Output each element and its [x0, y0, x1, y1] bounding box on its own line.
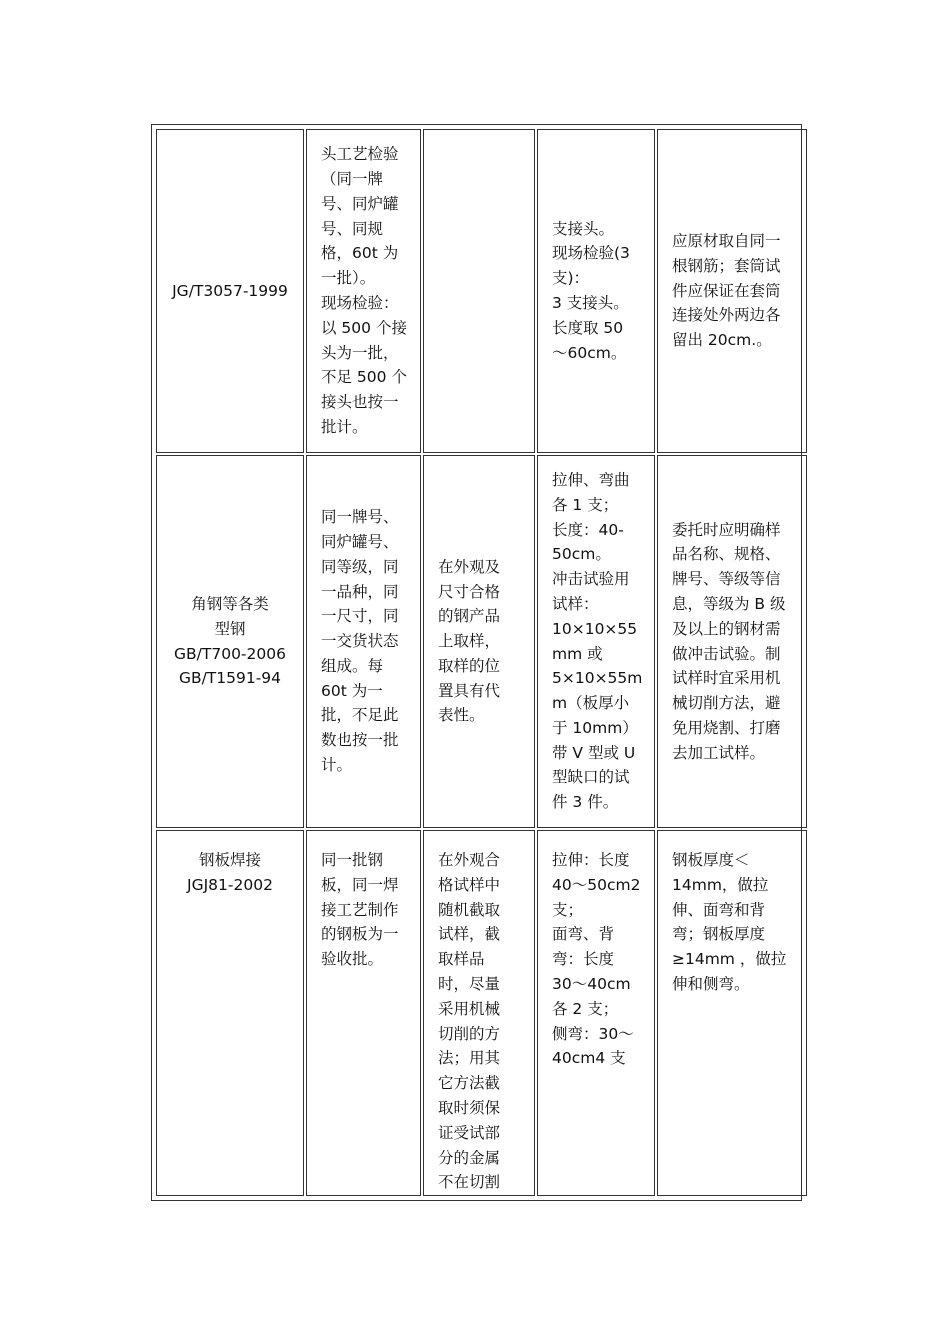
cell-text-line: mm 或 — [552, 644, 603, 663]
cell-text-line: 分的金属 — [438, 1148, 501, 1167]
cell-text-line: 钢板厚度＜ — [672, 851, 750, 869]
cell-text-line: 取样的位 — [438, 656, 501, 675]
cell-text-line: 连接处外两边各 — [672, 306, 781, 325]
cell-text-line: 品名称、规格、 — [672, 545, 781, 564]
cell-text-line: 带 V 型或 U — [552, 743, 636, 762]
cell-text-line: 采用机械 — [438, 999, 501, 1018]
cell-text-line: 弯；钢板厚度 — [672, 925, 766, 944]
cell-text-line: 不在切割 — [438, 1173, 501, 1192]
cell-text-line: m（板厚小 — [552, 694, 630, 713]
cell-text-line: JGJ81-2002 — [187, 875, 273, 894]
batch-rule-cell — [306, 129, 421, 453]
cell-text-line: 表性。 — [438, 706, 485, 725]
cell-text-line: 各 1 支； — [552, 495, 619, 514]
cell-text-line: 格，60t 为 — [321, 244, 399, 263]
remarks-cell — [657, 455, 807, 828]
cell-text-line: 证受试部 — [438, 1123, 501, 1142]
inspection-table — [151, 124, 802, 1201]
cell-text-line: 同一批钢 — [321, 851, 384, 869]
cell-text-line: 型缺口的试 — [552, 768, 630, 787]
cell-text-line: 切削的方 — [438, 1024, 501, 1043]
cell-text-line: ～60cm。 — [552, 343, 627, 362]
cell-text-line: GB/T1591-94 — [178, 669, 282, 688]
cell-text-line: 头为一批， — [321, 343, 399, 362]
cell-text-line: 及以上的钢材需 — [672, 619, 781, 638]
cell-text-line: 一批）。 — [321, 269, 376, 288]
cell-text-line: 以 500 个接 — [321, 318, 407, 337]
cell-text-line: 一尺寸，同 — [321, 607, 399, 626]
cell-text-line: 免用烧割、打磨 — [672, 718, 781, 737]
cell-text-line: 批，不足此 — [321, 706, 399, 725]
cell-text-line: 5×10×55m — [552, 669, 643, 688]
cell-text-line: （同一牌 — [321, 170, 384, 189]
cell-text-line: 面弯、背 — [552, 925, 615, 944]
cell-text-line: 数也按一批 — [321, 731, 399, 750]
cell-text-line: 不足 500 个 — [321, 368, 407, 387]
cell-text-line: 60t 为一 — [321, 681, 383, 700]
cell-text-line: 伸、面弯和背 — [672, 900, 766, 919]
cell-text-line: 在外观及 — [438, 557, 501, 576]
cell-text-line: 同等级，同 — [321, 557, 399, 576]
cell-text-line: 3 支接头。 — [552, 294, 629, 312]
cell-text-line: 取时须保 — [438, 1098, 501, 1117]
table-row — [156, 129, 807, 453]
cell-text-line: 法；用其 — [438, 1049, 501, 1068]
remarks-cell — [657, 830, 807, 1196]
cell-text-line: 试样时宜采用机 — [672, 669, 781, 688]
cell-text-line: 组成。每 — [321, 656, 384, 675]
standard-cell — [156, 455, 304, 828]
remarks-cell — [657, 129, 807, 453]
sampling-method-cell — [423, 455, 535, 828]
cell-text-line: 钢板焊接 — [198, 851, 261, 869]
cell-text-line: 板，同一焊 — [321, 875, 399, 894]
cell-text-line: 根钢筋；套筒试 — [672, 256, 781, 275]
cell-text-line: 同一牌号、 — [321, 508, 399, 527]
cell-text-line: 支)： — [552, 269, 590, 288]
cell-text-line: 上取样， — [438, 632, 501, 651]
cell-text-line: 侧弯：30～ — [552, 1024, 634, 1043]
cell-text-line: 一交货状态 — [321, 632, 399, 651]
cell-text-line: 时，尽量 — [438, 974, 501, 993]
cell-text-line: 留出 20cm.。 — [672, 331, 772, 350]
cell-text-line: 置具有代 — [438, 681, 501, 700]
cell-text-line: 应原材取自同一 — [672, 232, 781, 250]
batch-rule-cell — [306, 455, 421, 828]
cell-text-line: 一品种，同 — [321, 582, 399, 601]
cell-text-line: 息，等级为 B 级 — [672, 594, 786, 613]
cell-text-line: 角钢等各类 — [191, 594, 269, 613]
table-row — [156, 455, 807, 828]
cell-text-line: 弯：长度 — [552, 950, 615, 969]
cell-text-line: 支； — [552, 900, 584, 919]
cell-text-line: 试样： — [552, 594, 599, 613]
sampling-method-cell — [423, 830, 535, 1196]
cell-text-line: 支接头。 — [552, 219, 615, 238]
sampling-table — [154, 127, 809, 1198]
cell-text-line: 头工艺检验 — [321, 145, 399, 164]
cell-text-line: 试样，截 — [438, 925, 501, 944]
cell-text-line: 接工艺制作 — [321, 900, 399, 919]
cell-text-line: JG/T3057-1999 — [172, 281, 288, 300]
cell-text-line: 它方法截 — [438, 1074, 501, 1093]
cell-text-line: 各 2 支； — [552, 999, 619, 1018]
cell-text-line: 件应保证在套筒 — [672, 281, 781, 300]
standard-cell — [156, 129, 304, 453]
table-row — [156, 830, 807, 1196]
cell-text-line: 14mm，做拉 — [672, 875, 769, 894]
cell-text-line: 批计。 — [321, 417, 368, 436]
cell-text-line: 随机截取 — [438, 900, 501, 919]
cell-text-line: 长度：40- — [552, 520, 624, 539]
sample-quantity-cell — [537, 830, 655, 1196]
cell-text-line: 40cm4 支 — [552, 1049, 626, 1068]
cell-text-line: 取样品 — [438, 950, 485, 969]
cell-text-line: 验收批。 — [321, 950, 384, 969]
cell-text-line: 尺寸合格 — [438, 582, 501, 601]
batch-rule-cell — [306, 830, 421, 1196]
cell-text-line: GB/T700-2006 — [174, 644, 286, 663]
sample-quantity-cell — [537, 129, 655, 453]
cell-text-line: 冲击试验用 — [552, 570, 630, 589]
cell-text-line: 械切削方法，避 — [672, 694, 781, 713]
standard-cell — [156, 830, 304, 1196]
cell-text-line: 牌号、等级等信 — [672, 570, 781, 589]
cell-text-line: 伸和侧弯。 — [672, 974, 750, 993]
cell-text-line: 去加工试样。 — [672, 743, 766, 762]
cell-text-line: 30～40cm — [552, 974, 631, 993]
sample-quantity-cell — [537, 455, 655, 828]
cell-text-line: 格试样中 — [438, 875, 501, 894]
cell-text-line: 拉伸：长度 — [552, 851, 630, 869]
cell-text-line: 的钢产品 — [438, 607, 501, 626]
cell-text-line: ≥14mm ，做拉 — [672, 950, 787, 969]
cell-text-line: 接头也按一 — [321, 393, 399, 412]
cell-text-line: 型钢 — [214, 619, 246, 638]
cell-text-line: 同炉罐号、 — [321, 532, 399, 551]
cell-text-line: 委托时应明确样 — [672, 520, 781, 539]
cell-text-line: 的钢板为一 — [321, 925, 399, 944]
cell-text-line: 40～50cm2 — [552, 875, 641, 894]
cell-text-line: 计。 — [321, 756, 353, 775]
cell-text-line: 做冲击试验。制 — [672, 644, 781, 663]
cell-text-line: 在外观合 — [438, 851, 501, 869]
cell-text-line: 拉伸、弯曲 — [552, 470, 630, 489]
cell-text-line: 号、同规 — [321, 219, 384, 238]
cell-text-line: 50cm。 — [552, 545, 611, 564]
cell-text-line: 现场检验： — [321, 294, 399, 312]
cell-text-line: 于 10mm） — [552, 718, 638, 737]
cell-text-line: 号、同炉罐 — [321, 194, 399, 213]
cell-text-line: 件 3 件。 — [552, 793, 619, 812]
sampling-method-cell — [423, 129, 535, 453]
cell-text-line: 现场检验(3 — [552, 244, 630, 263]
cell-text-line: 10×10×55 — [552, 619, 638, 638]
cell-text-line: 长度取 50 — [552, 318, 624, 337]
